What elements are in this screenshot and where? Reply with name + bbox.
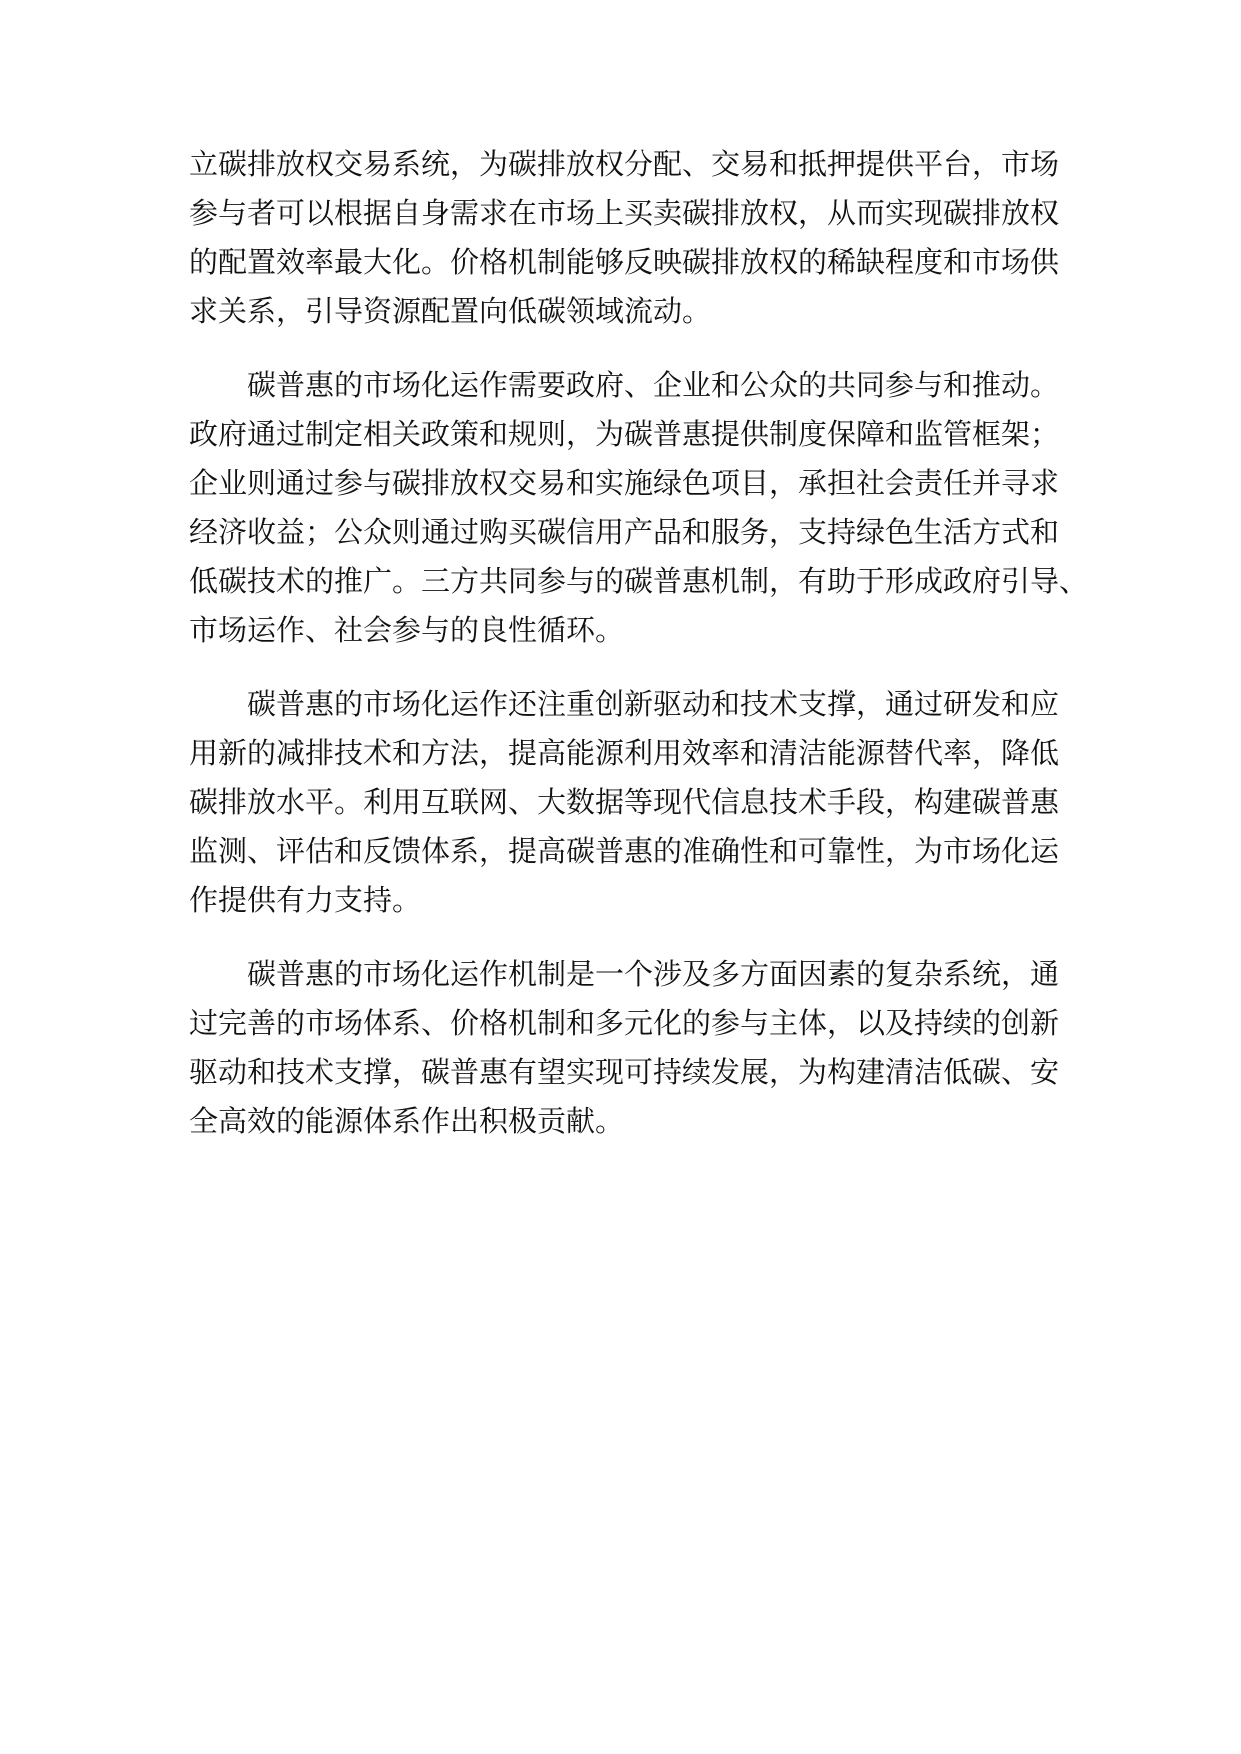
paragraph-line: 驱动和技术支撑，碳普惠有望实现可持续发展，为构建清洁低碳、安: [189, 1055, 1060, 1089]
paragraph-line: 碳普惠的市场化运作需要政府、企业和公众的共同参与和推动。: [247, 368, 1060, 402]
paragraph-line: 市场运作、社会参与的良性循环。: [189, 613, 625, 647]
paragraph-line: 用新的减排技术和方法，提高能源利用效率和清洁能源替代率，降低: [189, 736, 1060, 770]
paragraph-line: 参与者可以根据自身需求在市场上买卖碳排放权，从而实现碳排放权: [189, 196, 1060, 230]
paragraph-line: 作提供有力支持。: [189, 883, 422, 917]
paragraph-line: 碳排放水平。利用互联网、大数据等现代信息技术手段，构建碳普惠: [189, 785, 1060, 819]
paragraph-line: 立碳排放权交易系统，为碳排放权分配、交易和抵押提供平台，市场: [189, 147, 1060, 181]
paragraph-line: 政府通过制定相关政策和规则，为碳普惠提供制度保障和监管框架；: [189, 417, 1060, 451]
paragraph-line: 碳普惠的市场化运作机制是一个涉及多方面因素的复杂系统，通: [247, 957, 1060, 991]
paragraph-1: [189, 140, 1069, 336]
document-body: [189, 140, 1089, 1171]
paragraph-line: 监测、评估和反馈体系，提高碳普惠的准确性和可靠性，为市场化运: [189, 834, 1060, 868]
paragraph-line: 过完善的市场体系、价格机制和多元化的参与主体，以及持续的创新: [189, 1006, 1060, 1040]
paragraph-2: [189, 361, 1089, 655]
paragraph-4: [189, 950, 1069, 1146]
paragraph-line: 低碳技术的推广。三方共同参与的碳普惠机制，有助于形成政府引导、: [189, 564, 1089, 598]
paragraph-line: 求关系，引导资源配置向低碳领域流动。: [189, 294, 712, 328]
paragraph-line: 企业则通过参与碳排放权交易和实施绿色项目，承担社会责任并寻求: [189, 466, 1060, 500]
paragraph-3: [189, 680, 1069, 925]
paragraph-line: 全高效的能源体系作出积极贡献。: [189, 1104, 625, 1138]
paragraph-line: 的配置效率最大化。价格机制能够反映碳排放权的稀缺程度和市场供: [189, 245, 1060, 279]
paragraph-line: 碳普惠的市场化运作还注重创新驱动和技术支撑，通过研发和应: [247, 687, 1060, 721]
paragraph-line: 经济收益；公众则通过购买碳信用产品和服务，支持绿色生活方式和: [189, 515, 1060, 549]
